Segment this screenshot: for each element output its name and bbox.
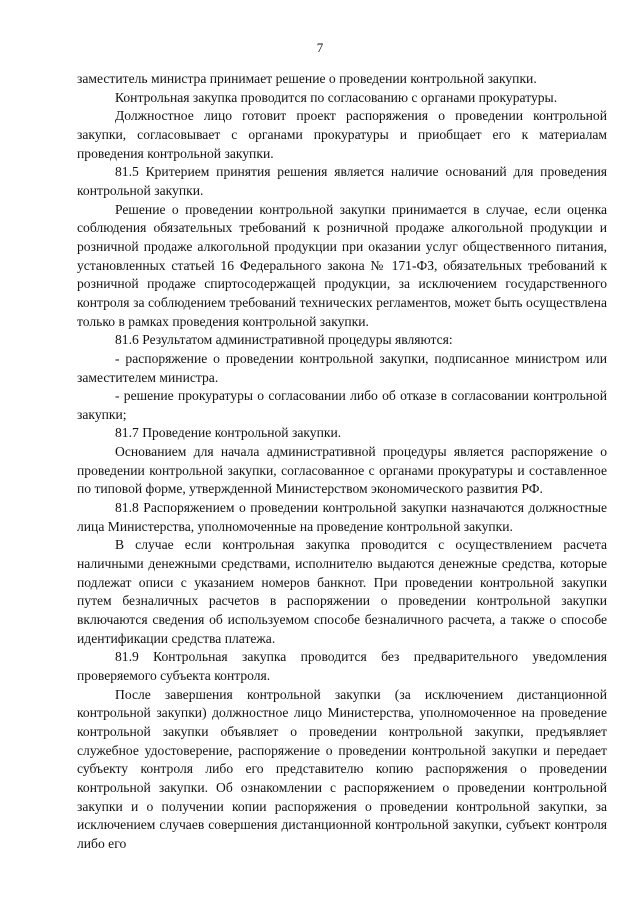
paragraph: 81.9 Контрольная закупка проводится без предварительного уведомления проверяемого субъекта контроля. (77, 649, 607, 683)
paragraph: Должностное лицо готовит проект распоряжения о проведении контрольной закупки, согласовывает с органами прокуратуры и приобщает его к материалам проведения контрольной закупки. (77, 108, 607, 161)
paragraph: Основанием для начала административной процедуры является распоряжение о проведении контрольной закупки, согласованное с органами прокуратуры и составленное по типовой форме, утвержденной Министерством экономического развития РФ. (77, 444, 607, 497)
list-item: - решение прокуратуры о согласовании либо об отказе в согласовании контрольной закупки; (77, 388, 607, 422)
paragraph: 81.6 Результатом административной процедуры являются: (115, 332, 453, 348)
paragraph: В случае если контрольная закупка проводится с осуществлением расчета наличными денежными средствами, исполнителю выдаются денежные средства, которые подлежат описи с указанием номеров банкнот. При проведении контрольной закупки путем безналичных расчетов в распоряжении о проведении контрольной закупки включаются сведения об используемом способе безналичного расчета, а также о способе идентификации средства платежа. (77, 537, 607, 646)
list-item: - распоряжение о проведении контрольной закупки, подписанное министром или заместителем министра. (77, 350, 607, 385)
paragraph: 81.5 Критерием принятия решения является наличие оснований для проведения контрольной закупки. (77, 164, 607, 198)
paragraph: Решение о проведении контрольной закупки принимается в случае, если оценка соблюдения обязательных требований к розничной продаже алкогольной продукции и розничной продаже алкогольной продукции при оказании услуг общественного питания, установленных статьей 16 Федерального закона № 171-ФЗ, обязательных требований к розничной продаже спиртосодержащей продукции, за исключением государственного контроля за соблюдением требований технических регламентов, может быть осуществлена только в рамках проведения контрольной закупки. (77, 201, 607, 329)
page-number: 7 (316, 40, 324, 55)
paragraph: Контрольная закупка проводится по согласованию с органами прокуратуры. (115, 89, 558, 105)
body-text (77, 70, 607, 854)
paragraph: 81.8 Распоряжением о проведении контрольной закупки назначаются должностные лица Министерства, уполномоченные на проведение контрольной закупки. (77, 500, 607, 534)
paragraph: заместитель министра принимает решение о проведении контрольной закупки. (77, 71, 537, 86)
paragraph: 81.7 Проведение контрольной закупки. (115, 425, 342, 441)
paragraph: После завершения контрольной закупки (за исключением дистанционной контрольной закупки) должностное лицо Министерства, уполномоченное на проведение контрольной закупки объявляет о проведении контрольной закупки, предъявляет служебное удостоверение, распоряжение о проведении контрольной закупки и передает субъекту контроля либо его представителю копию распоряжения о проведении контрольной закупки. Об ознакомлении с распоряжением о проведении контрольной закупки и о получении копии распоряжения о проведении контрольной закупки, за исключением случаев совершения дистанционной контрольной закупки, субъект контроля либо его (77, 686, 607, 851)
